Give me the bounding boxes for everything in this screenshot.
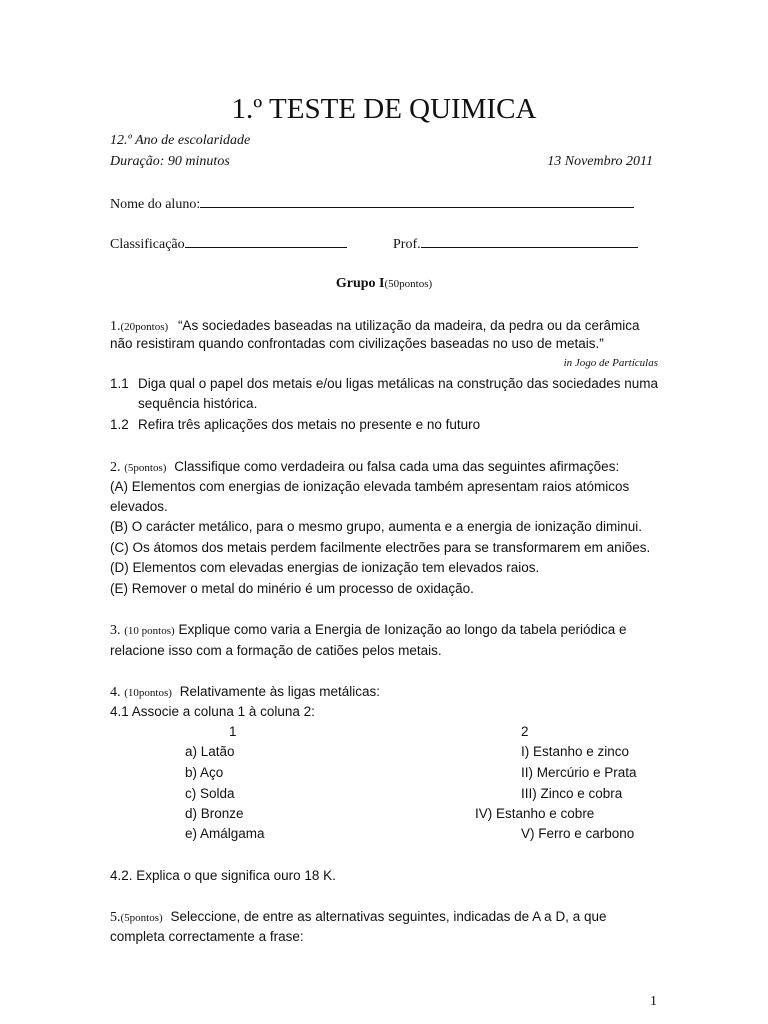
q4-col2-item: IV) Estanho e cobre: [475, 806, 595, 821]
classification-label: Classificação: [110, 237, 185, 252]
q2-option-a-line2: elevados.: [110, 499, 168, 514]
q1-points: (20pontos): [120, 321, 169, 333]
q1-sub1-line1: Diga qual o papel dos metais e/ou ligas metálicas na construção das sociedades numa: [138, 376, 659, 391]
question-4-intro: [110, 684, 380, 701]
q5-points: (5pontos): [120, 912, 163, 924]
q4-col1-item: d) Bronze: [185, 806, 244, 821]
q2-option-d: (D) Elementos com elevadas energias de ionização tem elevados raios.: [110, 560, 540, 575]
q4-col1-header: 1: [229, 724, 237, 739]
q5-text-line1: Seleccione, de entre as alternativas seguintes, indicadas de A a D, a que: [170, 909, 607, 924]
q3-number: 3.: [110, 623, 121, 638]
q2-option-b: (B) O carácter metálico, para o mesmo grupo, aumenta e a energia de ionização diminui.: [110, 519, 643, 534]
teacher-label: Prof.: [393, 237, 421, 252]
q1-sub1-number: 1.1: [110, 376, 129, 391]
group-points: (50pontos): [384, 278, 433, 290]
q1-number: 1.: [110, 319, 121, 334]
test-duration: Duração: 90 minutos: [110, 154, 230, 169]
classification-line: [185, 235, 347, 248]
student-name-label: Nome do aluno:: [110, 197, 201, 212]
q4-col1-item: b) Aço: [185, 765, 224, 780]
q4-col2-item: I) Estanho e zinco: [521, 744, 630, 759]
q5-text-line2: completa correctamente a frase:: [110, 929, 304, 944]
q2-option-e: (E) Remover o metal do minério é um processo de oxidação.: [110, 581, 474, 596]
question-5-line1: [110, 909, 606, 926]
question-2-intro: [110, 459, 619, 476]
classification-field[interactable]: [110, 235, 347, 253]
q2-option-a-line1: (A) Elementos com energias de ionização elevada também apresentam raios atómicos: [110, 479, 630, 494]
group-heading: [0, 276, 768, 292]
q1-sub1-line2: sequência histórica.: [138, 396, 258, 411]
group-title: Grupo I: [335, 276, 385, 291]
q1-quote-line2: não resistiram quando confrontadas com civilizações baseadas no uso de metais.”: [110, 336, 604, 351]
question-3-line1: [110, 622, 627, 639]
student-name-line: [200, 195, 634, 208]
teacher-line: [421, 235, 638, 248]
q5-number: 5.: [110, 910, 121, 925]
student-name-field[interactable]: [110, 195, 634, 213]
page-number: 1: [650, 994, 657, 1009]
q4-col1-item: e) Amálgama: [185, 826, 265, 841]
grade-level: 12.º Ano de escolaridade: [110, 133, 251, 148]
q1-sub2-text: Refira três aplicações dos metais no presente e no futuro: [138, 417, 481, 432]
q4-col2-item: V) Ferro e carbono: [521, 826, 635, 841]
q2-intro-text: Classifique como verdadeira ou falsa cada uma das seguintes afirmações:: [174, 459, 620, 474]
page-title: 1.º TESTE DE QUIMICA: [231, 93, 537, 125]
q4-col2-item: III) Zinco e cobra: [521, 786, 623, 801]
q4-col1-item: c) Solda: [185, 786, 235, 801]
q1-sub2-number: 1.2: [110, 417, 129, 432]
test-date: 13 Novembro 2011: [547, 154, 653, 169]
q3-text-line2: relacione isso com a formação de catiões pelos metais.: [110, 643, 442, 658]
q4-number: 4.: [110, 685, 121, 700]
question-1-line1: [110, 318, 639, 335]
q4-intro-text: Relativamente às ligas metálicas:: [179, 684, 381, 699]
teacher-field[interactable]: [393, 235, 638, 253]
q4-col1-item: a) Latão: [185, 744, 235, 759]
q4-col2-item: II) Mercúrio e Prata: [521, 765, 637, 780]
q1-source: in Jogo de Partículas: [563, 357, 658, 369]
q3-text-line1: Explique como varia a Energia de Ionização ao longo da tabela periódica e: [178, 622, 627, 637]
q4-sub2: 4.2. Explica o que significa ouro 18 K.: [110, 868, 336, 883]
q4-col2-header: 2: [521, 724, 529, 739]
q4-points: (10pontos): [124, 687, 172, 699]
q2-points: (5pontos): [124, 462, 167, 474]
q2-option-c: (C) Os átomos dos metais perdem facilmente electrões para se transformarem em aniões.: [110, 540, 651, 555]
q1-quote-line1: “As sociedades baseadas na utilização da madeira, da pedra ou da cerâmica: [177, 318, 640, 333]
q2-number: 2.: [110, 460, 121, 475]
q3-points: (10 pontos): [124, 625, 175, 637]
q4-sub1: 4.1 Associe a coluna 1 à coluna 2:: [110, 704, 315, 719]
